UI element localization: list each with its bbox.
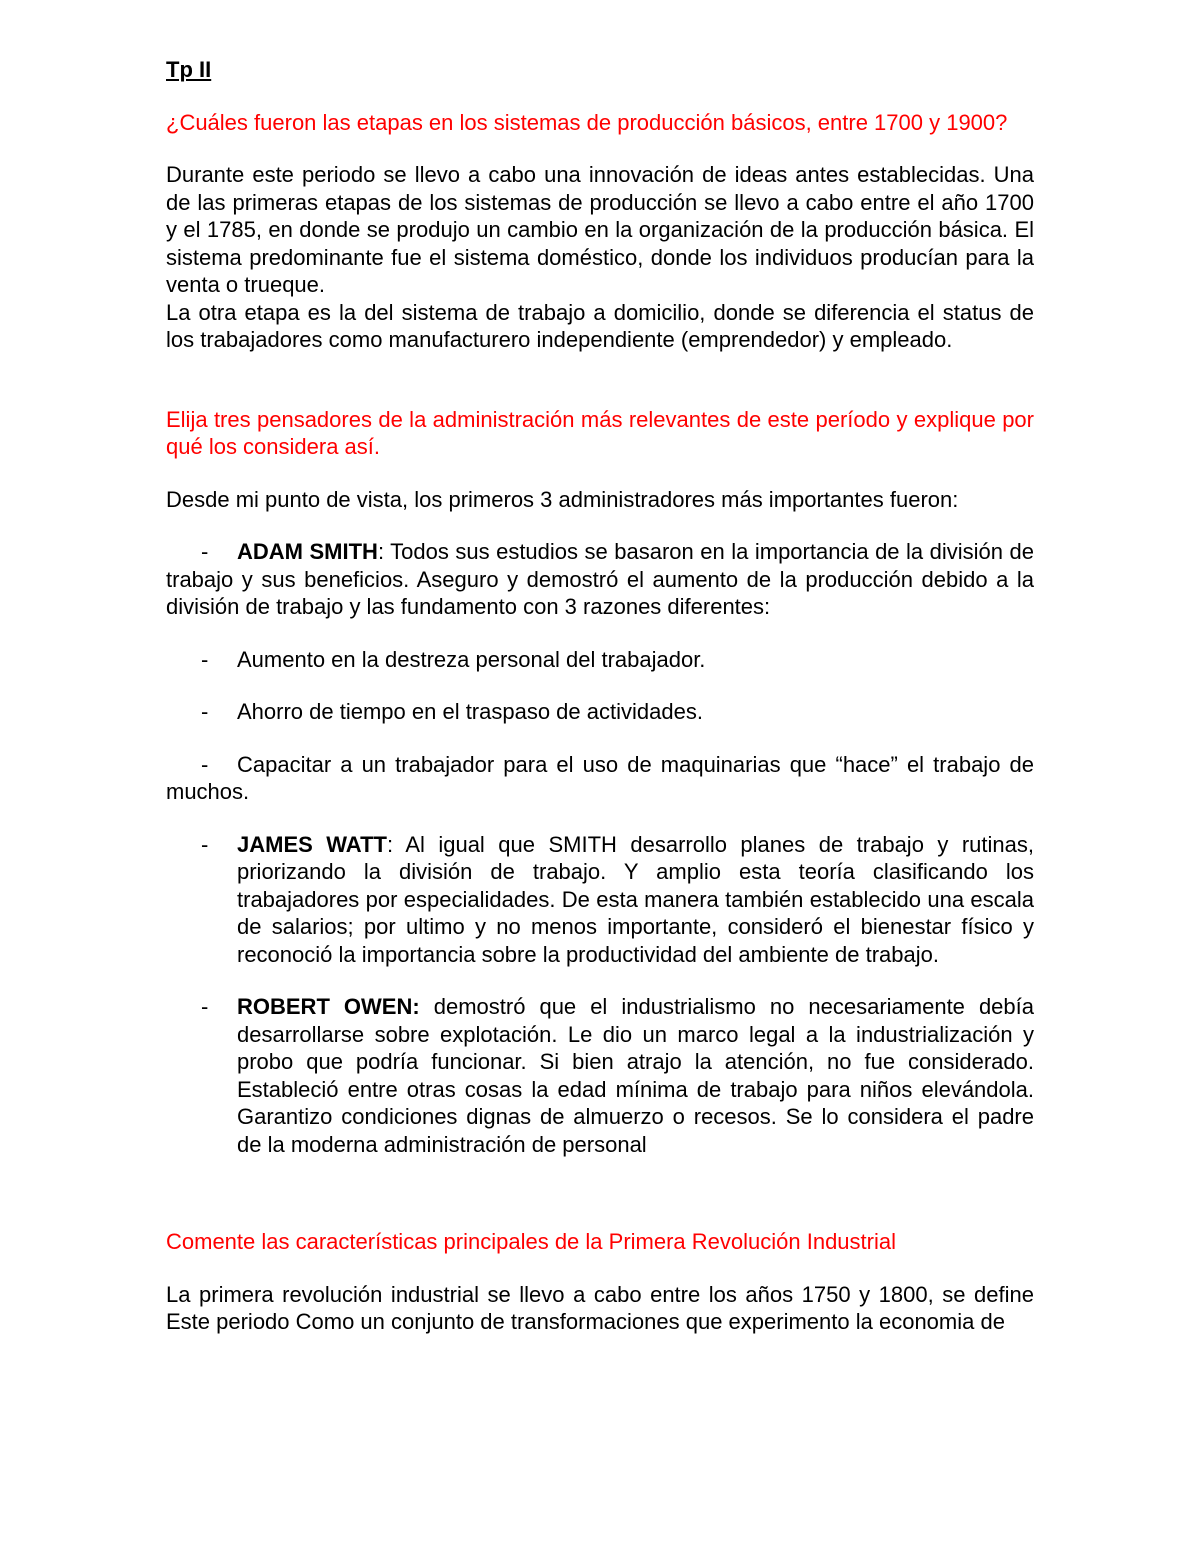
spacer [166,726,1034,751]
spacer [166,136,1034,161]
dash-bullet: - [201,539,209,564]
reason-text-1: Aumento en la destreza personal del trabajador. [237,646,706,672]
list-item-james-watt [166,831,1034,969]
document-title: Tp II [166,57,212,82]
dash-bullet: - [201,831,209,857]
question-2: Elija tres pensadores de la administración más relevantes de este período y explique por qué los considera así. [166,406,1034,459]
list-item-reason-3 [166,751,1034,806]
spacer [166,461,1034,486]
thinker-name-watt: JAMES WATT [237,831,387,857]
answer-1-paragraph-1: Durante este periodo se llevo a cabo una innovación de ideas antes establecidas. Una de las primeras etapas de los sistemas de producción se llevo a cabo entre el año 1700 y el 1785, en donde se produjo un cambio en la organización de la producción básica. El sistema predominante fue el sistema doméstico, donde los individuos producían para la venta o trueque. [166,162,1034,297]
answer-1-paragraph-2: La otra etapa es la del sistema de trabajo a domicilio, donde se diferencia el status de los trabajadores como manufacturero independiente (emprendedor) y empleado. [166,299,1034,352]
question-1: ¿Cuáles fueron las etapas en los sistemas de producción básicos, entre 1700 y 1900? [166,109,1008,135]
list-item-reason-1 [166,646,1034,674]
spacer [166,1158,1034,1228]
list-item-reason-2 [166,698,1034,726]
spacer [166,621,1034,646]
dash-bullet: - [201,994,209,1019]
spacer [166,1256,1034,1281]
thinker-name-owen: ROBERT OWEN: [237,994,420,1019]
thinker-name-smith: ADAM SMITH [237,539,378,564]
spacer [166,673,1034,698]
question-3: Comente las características principales de la Primera Revolución Industrial [166,1229,896,1254]
spacer [166,513,1034,538]
reason-text-3: Capacitar a un trabajador para el uso de maquinarias que “hace” el trabajo de muchos. [166,751,1034,804]
thinker-text-owen: demostró que el industrialismo no necesariamente debía desarrollarse sobre explotación. Le dio un marco legal a la industrialización y probo que podría funcionar. Si bien atrajo la atención, no fue considerado. Estableció entre otras cosas la edad mínima de trabajo para niños elevándola. Garantizo condiciones dignas de almuerzo o recesos. Se lo considera el padre de la moderna administración de personal [237,994,1034,1157]
list-item-adam-smith [166,538,1034,621]
spacer [166,968,1034,993]
dash-bullet: - [201,646,209,672]
reason-text-2: Ahorro de tiempo en el traspaso de actividades. [237,699,703,724]
answer-3-paragraph: La primera revolución industrial se llevo a cabo entre los años 1750 y 1800, se define Este periodo Como un conjunto de transformaciones que experimento la economia de [166,1281,1034,1334]
dash-bullet: - [201,751,209,777]
dash-bullet: - [201,699,209,724]
spacer [166,806,1034,831]
thinker-text-watt: : Al igual que SMITH desarrollo planes de trabajo y rutinas, priorizando la división de trabajo. Y amplio esta teoría clasificando los trabajadores por especialidades. De esta manera también establecido una escala de salarios; por ultimo y no menos importante, consideró el bienestar físico y reconoció la importancia sobre la productividad del ambiente de trabajo. [237,831,1035,967]
spacer [166,354,1034,406]
thinker-text-smith: : Todos sus estudios se basaron en la importancia de la división de trabajo y sus beneficios. Aseguro y demostró el aumento de la producción debido a la división de trabajo y las fundamento con 3 razones diferentes: [166,539,1034,619]
answer-2-intro: Desde mi punto de vista, los primeros 3 administradores más importantes fueron: [166,486,959,512]
list-item-robert-owen [166,993,1034,1158]
